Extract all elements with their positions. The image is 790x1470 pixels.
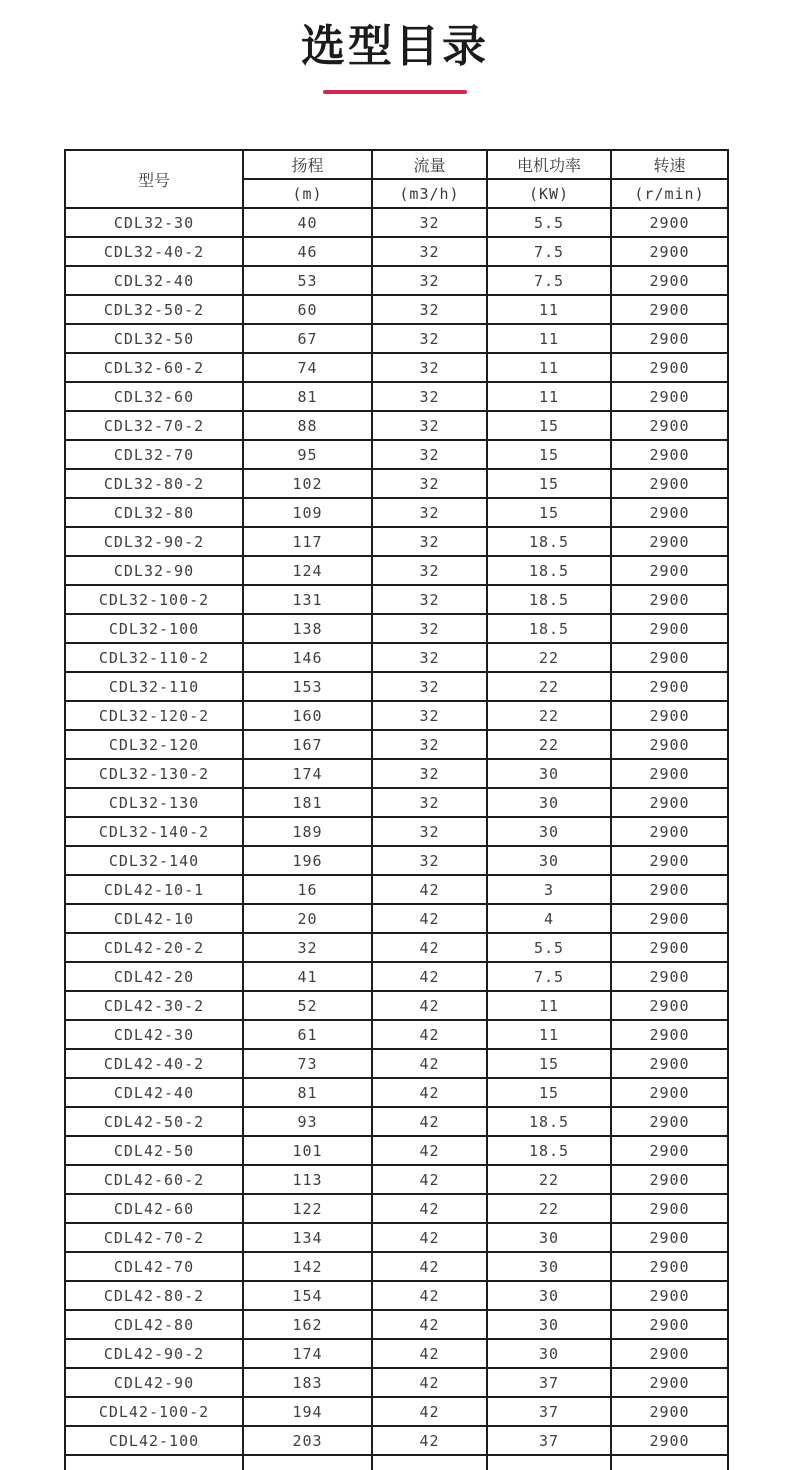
table-row xyxy=(65,353,728,382)
model-cell: CDL42-30-2 xyxy=(65,991,243,1020)
model-cell: CDL32-60-2 xyxy=(65,353,243,382)
speed-cell: 2900 xyxy=(611,527,728,556)
flow-cell: 32 xyxy=(372,643,487,672)
power-cell: 7.5 xyxy=(487,266,611,295)
empty-cell xyxy=(65,1455,243,1470)
model-cell: CDL32-130 xyxy=(65,788,243,817)
table-row xyxy=(65,933,728,962)
model-cell: CDL32-120-2 xyxy=(65,701,243,730)
page-title: 选型目录 xyxy=(301,21,489,72)
speed-cell: 2900 xyxy=(611,469,728,498)
model-cell: CDL42-20-2 xyxy=(65,933,243,962)
power-cell: 18.5 xyxy=(487,585,611,614)
model-cell: CDL32-70-2 xyxy=(65,411,243,440)
col-unit-speed: (r/min) xyxy=(611,179,728,208)
col-unit-flow: (m3/h) xyxy=(372,179,487,208)
empty-cell xyxy=(487,1455,611,1470)
speed-cell: 2900 xyxy=(611,1252,728,1281)
power-cell: 18.5 xyxy=(487,1107,611,1136)
model-cell: CDL32-140-2 xyxy=(65,817,243,846)
table-row xyxy=(65,1339,728,1368)
flow-cell: 42 xyxy=(372,991,487,1020)
speed-cell: 2900 xyxy=(611,1426,728,1455)
flow-cell: 32 xyxy=(372,440,487,469)
power-cell: 5.5 xyxy=(487,208,611,237)
speed-cell: 2900 xyxy=(611,585,728,614)
empty-cell xyxy=(611,1455,728,1470)
flow-cell: 42 xyxy=(372,1020,487,1049)
flow-cell: 42 xyxy=(372,1397,487,1426)
model-cell: CDL42-100 xyxy=(65,1426,243,1455)
model-cell: CDL42-60 xyxy=(65,1194,243,1223)
speed-cell: 2900 xyxy=(611,1368,728,1397)
speed-cell: 2900 xyxy=(611,759,728,788)
table-row xyxy=(65,1281,728,1310)
table-row xyxy=(65,1136,728,1165)
table-row xyxy=(65,382,728,411)
table-row xyxy=(65,1397,728,1426)
speed-cell: 2900 xyxy=(611,353,728,382)
flow-cell: 42 xyxy=(372,962,487,991)
flow-cell: 42 xyxy=(372,1078,487,1107)
pump-selection-table xyxy=(64,149,729,1470)
power-cell: 11 xyxy=(487,324,611,353)
table-row xyxy=(65,788,728,817)
flow-cell: 42 xyxy=(372,1107,487,1136)
flow-cell: 42 xyxy=(372,1223,487,1252)
table-row xyxy=(65,266,728,295)
flow-cell: 32 xyxy=(372,846,487,875)
model-cell: CDL32-90-2 xyxy=(65,527,243,556)
speed-cell: 2900 xyxy=(611,1223,728,1252)
model-cell: CDL32-30 xyxy=(65,208,243,237)
model-cell: CDL42-100-2 xyxy=(65,1397,243,1426)
model-cell: CDL32-120 xyxy=(65,730,243,759)
flow-cell: 32 xyxy=(372,382,487,411)
head-cell: 174 xyxy=(243,759,372,788)
model-cell: CDL42-40 xyxy=(65,1078,243,1107)
table-row xyxy=(65,1310,728,1339)
table-row xyxy=(65,1020,728,1049)
speed-cell: 2900 xyxy=(611,382,728,411)
flow-cell: 32 xyxy=(372,208,487,237)
head-cell: 189 xyxy=(243,817,372,846)
model-cell: CDL32-100-2 xyxy=(65,585,243,614)
model-cell: CDL32-80 xyxy=(65,498,243,527)
speed-cell: 2900 xyxy=(611,991,728,1020)
model-cell: CDL42-60-2 xyxy=(65,1165,243,1194)
table-row xyxy=(65,585,728,614)
head-cell: 142 xyxy=(243,1252,372,1281)
head-cell: 154 xyxy=(243,1281,372,1310)
speed-cell: 2900 xyxy=(611,411,728,440)
flow-cell: 42 xyxy=(372,1252,487,1281)
speed-cell: 2900 xyxy=(611,817,728,846)
power-cell: 15 xyxy=(487,469,611,498)
head-cell: 113 xyxy=(243,1165,372,1194)
head-cell: 60 xyxy=(243,295,372,324)
col-header-head: 扬程 xyxy=(243,150,372,179)
head-cell: 183 xyxy=(243,1368,372,1397)
speed-cell: 2900 xyxy=(611,1078,728,1107)
head-cell: 134 xyxy=(243,1223,372,1252)
power-cell: 18.5 xyxy=(487,614,611,643)
model-cell: CDL32-100 xyxy=(65,614,243,643)
power-cell: 30 xyxy=(487,846,611,875)
power-cell: 4 xyxy=(487,904,611,933)
power-cell: 22 xyxy=(487,730,611,759)
power-cell: 5.5 xyxy=(487,933,611,962)
head-cell: 162 xyxy=(243,1310,372,1339)
table-row xyxy=(65,527,728,556)
speed-cell: 2900 xyxy=(611,324,728,353)
table-row xyxy=(65,1252,728,1281)
head-cell: 203 xyxy=(243,1426,372,1455)
head-cell: 101 xyxy=(243,1136,372,1165)
table-row xyxy=(65,817,728,846)
flow-cell: 42 xyxy=(372,1194,487,1223)
power-cell: 37 xyxy=(487,1426,611,1455)
speed-cell: 2900 xyxy=(611,1107,728,1136)
table-row xyxy=(65,1368,728,1397)
head-cell: 95 xyxy=(243,440,372,469)
head-cell: 46 xyxy=(243,237,372,266)
head-cell: 181 xyxy=(243,788,372,817)
power-cell: 11 xyxy=(487,991,611,1020)
model-cell: CDL32-140 xyxy=(65,846,243,875)
model-cell: CDL42-90-2 xyxy=(65,1339,243,1368)
model-cell: CDL42-80-2 xyxy=(65,1281,243,1310)
power-cell: 30 xyxy=(487,759,611,788)
flow-cell: 32 xyxy=(372,469,487,498)
power-cell: 22 xyxy=(487,643,611,672)
model-cell: CDL42-20 xyxy=(65,962,243,991)
model-cell: CDL32-110-2 xyxy=(65,643,243,672)
empty-cell xyxy=(372,1455,487,1470)
speed-cell: 2900 xyxy=(611,643,728,672)
table-row xyxy=(65,440,728,469)
model-cell: CDL42-70-2 xyxy=(65,1223,243,1252)
table-row xyxy=(65,1078,728,1107)
head-cell: 117 xyxy=(243,527,372,556)
speed-cell: 2900 xyxy=(611,672,728,701)
table-header xyxy=(65,150,728,208)
empty-cell xyxy=(243,1455,372,1470)
speed-cell: 2900 xyxy=(611,875,728,904)
model-cell: CDL32-80-2 xyxy=(65,469,243,498)
flow-cell: 32 xyxy=(372,672,487,701)
power-cell: 18.5 xyxy=(487,527,611,556)
power-cell: 30 xyxy=(487,788,611,817)
head-cell: 196 xyxy=(243,846,372,875)
speed-cell: 2900 xyxy=(611,730,728,759)
head-cell: 93 xyxy=(243,1107,372,1136)
power-cell: 15 xyxy=(487,411,611,440)
model-cell: CDL42-70 xyxy=(65,1252,243,1281)
flow-cell: 42 xyxy=(372,1049,487,1078)
table-row xyxy=(65,208,728,237)
table-row xyxy=(65,324,728,353)
head-cell: 41 xyxy=(243,962,372,991)
speed-cell: 2900 xyxy=(611,440,728,469)
table-row xyxy=(65,991,728,1020)
table-row xyxy=(65,962,728,991)
flow-cell: 32 xyxy=(372,817,487,846)
speed-cell: 2900 xyxy=(611,962,728,991)
table-row xyxy=(65,730,728,759)
flow-cell: 32 xyxy=(372,295,487,324)
flow-cell: 32 xyxy=(372,237,487,266)
table-row xyxy=(65,1165,728,1194)
table-row-partial xyxy=(65,1455,728,1470)
model-cell: CDL32-130-2 xyxy=(65,759,243,788)
table-row xyxy=(65,469,728,498)
head-cell: 61 xyxy=(243,1020,372,1049)
model-cell: CDL42-90 xyxy=(65,1368,243,1397)
power-cell: 7.5 xyxy=(487,962,611,991)
flow-cell: 32 xyxy=(372,324,487,353)
power-cell: 15 xyxy=(487,440,611,469)
head-cell: 53 xyxy=(243,266,372,295)
flow-cell: 42 xyxy=(372,1339,487,1368)
speed-cell: 2900 xyxy=(611,498,728,527)
speed-cell: 2900 xyxy=(611,266,728,295)
power-cell: 30 xyxy=(487,817,611,846)
speed-cell: 2900 xyxy=(611,1339,728,1368)
head-cell: 81 xyxy=(243,1078,372,1107)
flow-cell: 42 xyxy=(372,875,487,904)
col-header-speed: 转速 xyxy=(611,150,728,179)
power-cell: 18.5 xyxy=(487,556,611,585)
flow-cell: 42 xyxy=(372,1165,487,1194)
header-label-row xyxy=(65,150,728,179)
flow-cell: 32 xyxy=(372,788,487,817)
table-row xyxy=(65,1194,728,1223)
model-cell: CDL32-40-2 xyxy=(65,237,243,266)
col-header-model: 型号 xyxy=(65,150,243,208)
speed-cell: 2900 xyxy=(611,1020,728,1049)
table-row xyxy=(65,1107,728,1136)
table-row xyxy=(65,643,728,672)
power-cell: 37 xyxy=(487,1397,611,1426)
col-header-flow: 流量 xyxy=(372,150,487,179)
model-cell: CDL42-40-2 xyxy=(65,1049,243,1078)
head-cell: 20 xyxy=(243,904,372,933)
model-cell: CDL42-10-1 xyxy=(65,875,243,904)
head-cell: 67 xyxy=(243,324,372,353)
power-cell: 3 xyxy=(487,875,611,904)
table-row xyxy=(65,1223,728,1252)
speed-cell: 2900 xyxy=(611,788,728,817)
flow-cell: 32 xyxy=(372,353,487,382)
flow-cell: 42 xyxy=(372,933,487,962)
title-underline xyxy=(323,90,467,94)
model-cell: CDL32-90 xyxy=(65,556,243,585)
head-cell: 32 xyxy=(243,933,372,962)
flow-cell: 42 xyxy=(372,1426,487,1455)
table-row xyxy=(65,614,728,643)
speed-cell: 2900 xyxy=(611,1165,728,1194)
flow-cell: 32 xyxy=(372,527,487,556)
head-cell: 122 xyxy=(243,1194,372,1223)
head-cell: 16 xyxy=(243,875,372,904)
speed-cell: 2900 xyxy=(611,904,728,933)
head-cell: 131 xyxy=(243,585,372,614)
head-cell: 124 xyxy=(243,556,372,585)
speed-cell: 2900 xyxy=(611,846,728,875)
table-row xyxy=(65,1426,728,1455)
speed-cell: 2900 xyxy=(611,614,728,643)
speed-cell: 2900 xyxy=(611,1136,728,1165)
flow-cell: 32 xyxy=(372,556,487,585)
flow-cell: 32 xyxy=(372,266,487,295)
flow-cell: 42 xyxy=(372,1310,487,1339)
power-cell: 22 xyxy=(487,701,611,730)
power-cell: 11 xyxy=(487,295,611,324)
head-cell: 174 xyxy=(243,1339,372,1368)
flow-cell: 32 xyxy=(372,701,487,730)
model-cell: CDL32-70 xyxy=(65,440,243,469)
flow-cell: 32 xyxy=(372,585,487,614)
power-cell: 22 xyxy=(487,1165,611,1194)
speed-cell: 2900 xyxy=(611,1049,728,1078)
table-row xyxy=(65,411,728,440)
model-cell: CDL32-60 xyxy=(65,382,243,411)
power-cell: 30 xyxy=(487,1310,611,1339)
power-cell: 11 xyxy=(487,382,611,411)
power-cell: 30 xyxy=(487,1339,611,1368)
table-body xyxy=(65,208,728,1470)
speed-cell: 2900 xyxy=(611,1281,728,1310)
power-cell: 11 xyxy=(487,1020,611,1049)
head-cell: 74 xyxy=(243,353,372,382)
flow-cell: 42 xyxy=(372,1136,487,1165)
head-cell: 160 xyxy=(243,701,372,730)
head-cell: 102 xyxy=(243,469,372,498)
table-row xyxy=(65,295,728,324)
table-row xyxy=(65,759,728,788)
head-cell: 194 xyxy=(243,1397,372,1426)
power-cell: 30 xyxy=(487,1252,611,1281)
col-unit-head: (m) xyxy=(243,179,372,208)
col-header-power: 电机功率 xyxy=(487,150,611,179)
head-cell: 81 xyxy=(243,382,372,411)
model-cell: CDL32-50 xyxy=(65,324,243,353)
table-row xyxy=(65,701,728,730)
power-cell: 7.5 xyxy=(487,237,611,266)
power-cell: 30 xyxy=(487,1223,611,1252)
speed-cell: 2900 xyxy=(611,933,728,962)
power-cell: 11 xyxy=(487,353,611,382)
flow-cell: 42 xyxy=(372,1368,487,1397)
speed-cell: 2900 xyxy=(611,1397,728,1426)
head-cell: 138 xyxy=(243,614,372,643)
flow-cell: 32 xyxy=(372,730,487,759)
head-cell: 109 xyxy=(243,498,372,527)
power-cell: 18.5 xyxy=(487,1136,611,1165)
head-cell: 146 xyxy=(243,643,372,672)
model-cell: CDL32-50-2 xyxy=(65,295,243,324)
table-row xyxy=(65,237,728,266)
model-cell: CDL42-80 xyxy=(65,1310,243,1339)
table-row xyxy=(65,672,728,701)
head-cell: 40 xyxy=(243,208,372,237)
power-cell: 22 xyxy=(487,1194,611,1223)
power-cell: 30 xyxy=(487,1281,611,1310)
head-cell: 88 xyxy=(243,411,372,440)
head-cell: 73 xyxy=(243,1049,372,1078)
model-cell: CDL32-110 xyxy=(65,672,243,701)
model-cell: CDL42-10 xyxy=(65,904,243,933)
speed-cell: 2900 xyxy=(611,237,728,266)
model-cell: CDL42-30 xyxy=(65,1020,243,1049)
head-cell: 52 xyxy=(243,991,372,1020)
flow-cell: 32 xyxy=(372,759,487,788)
speed-cell: 2900 xyxy=(611,701,728,730)
flow-cell: 42 xyxy=(372,1281,487,1310)
table-row xyxy=(65,875,728,904)
power-cell: 15 xyxy=(487,1049,611,1078)
table-row xyxy=(65,904,728,933)
speed-cell: 2900 xyxy=(611,295,728,324)
head-cell: 167 xyxy=(243,730,372,759)
speed-cell: 2900 xyxy=(611,556,728,585)
head-cell: 153 xyxy=(243,672,372,701)
flow-cell: 32 xyxy=(372,411,487,440)
model-cell: CDL42-50-2 xyxy=(65,1107,243,1136)
power-cell: 15 xyxy=(487,1078,611,1107)
speed-cell: 2900 xyxy=(611,208,728,237)
table-row xyxy=(65,1049,728,1078)
table-row xyxy=(65,498,728,527)
speed-cell: 2900 xyxy=(611,1310,728,1339)
power-cell: 15 xyxy=(487,498,611,527)
col-unit-power: (KW) xyxy=(487,179,611,208)
table-row xyxy=(65,846,728,875)
table-row xyxy=(65,556,728,585)
speed-cell: 2900 xyxy=(611,1194,728,1223)
power-cell: 37 xyxy=(487,1368,611,1397)
power-cell: 22 xyxy=(487,672,611,701)
model-cell: CDL32-40 xyxy=(65,266,243,295)
flow-cell: 32 xyxy=(372,498,487,527)
model-cell: CDL42-50 xyxy=(65,1136,243,1165)
flow-cell: 32 xyxy=(372,614,487,643)
flow-cell: 42 xyxy=(372,904,487,933)
